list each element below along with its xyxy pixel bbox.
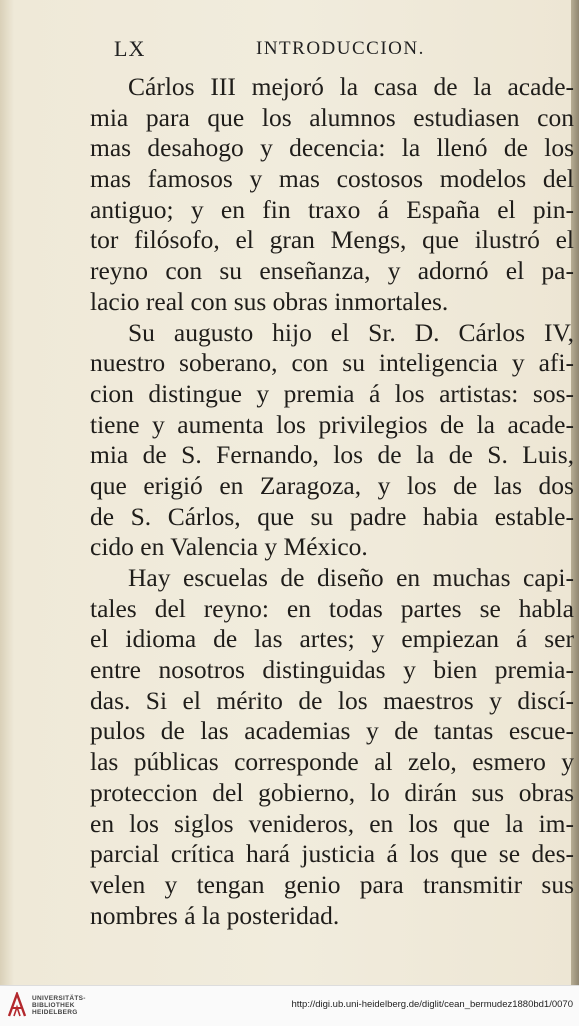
text-line: proteccion del gobierno, lo dirán sus obras (90, 777, 574, 807)
text-line: entre nosotros distinguidas y bien premia- (90, 655, 574, 685)
text-line: tor filósofo, el gran Mengs, que ilustró el (90, 225, 574, 255)
body-text (90, 72, 574, 931)
text-line: las públicas corresponde al zelo, esmero y (90, 747, 574, 777)
text-line: cion distingue y premia á los artistas: sos- (90, 378, 574, 408)
page-number: LX (114, 36, 146, 61)
text-line: pulos de las academias y de tantas escue- (90, 716, 574, 746)
heidelberg-library-logo-icon[interactable] (6, 992, 28, 1018)
text-line: mia de S. Fernando, los de la de S. Luis, (90, 440, 574, 470)
running-header (114, 36, 539, 60)
viewer-footer (0, 985, 579, 1026)
text-line: mas famosos y mas costosos modelos del (90, 164, 574, 194)
text-line: velen y tengan genio para transmitir sus (90, 869, 574, 899)
text-line: lacio real con sus obras inmortales. (90, 286, 449, 316)
text-line: tales del reyno: en todas partes se habla (90, 593, 574, 623)
text-line: en los siglos venideros, en los que la im- (90, 808, 574, 838)
library-name (32, 995, 86, 1016)
text-line: antiguo; y en fin traxo á España el pin- (90, 194, 574, 224)
text-line: mia para que los alumnos estudiasen con (90, 102, 574, 132)
text-line: Su augusto hijo el Sr. D. Cárlos IV, (128, 317, 574, 347)
text-line: el idioma de las artes; y empiezan á ser (90, 624, 574, 654)
source-url-link[interactable]: http://digi.ub.uni-heidelberg.de/diglit/cean_bermudez1880bd1/0070 (291, 999, 573, 1010)
text-line: de S. Cárlos, que su padre habia estable- (90, 501, 574, 531)
text-line: das. Si el mérito de los maestros y discí- (90, 685, 574, 715)
running-title: INTRODUCCION. (256, 38, 425, 59)
library-name-line: BIBLIOTHEK (32, 1002, 75, 1009)
text-line: parcial crítica hará justicia á los que se des- (90, 839, 574, 869)
text-line: nombres á la posteridad. (90, 900, 340, 930)
text-line: Cárlos III mejoró la casa de la acade- (128, 72, 574, 101)
text-line: Hay escuelas de diseño en muchas capi- (128, 563, 574, 592)
library-name-line: UNIVERSITÄTS- (32, 995, 86, 1002)
text-line: tiene y aumenta los privilegios de la acade- (90, 409, 574, 439)
text-line: nuestro soberano, con su inteligencia y afi- (90, 348, 574, 378)
text-line: mas desahogo y decencia: la llenó de los (90, 133, 574, 163)
text-line: cido en Valencia y México. (90, 532, 368, 562)
library-name-line: HEIDELBERG (32, 1009, 78, 1016)
text-line: que erigió en Zaragoza, y los de las dos (90, 470, 574, 500)
text-line: reyno con su enseñanza, y adornó el pa- (90, 256, 574, 286)
